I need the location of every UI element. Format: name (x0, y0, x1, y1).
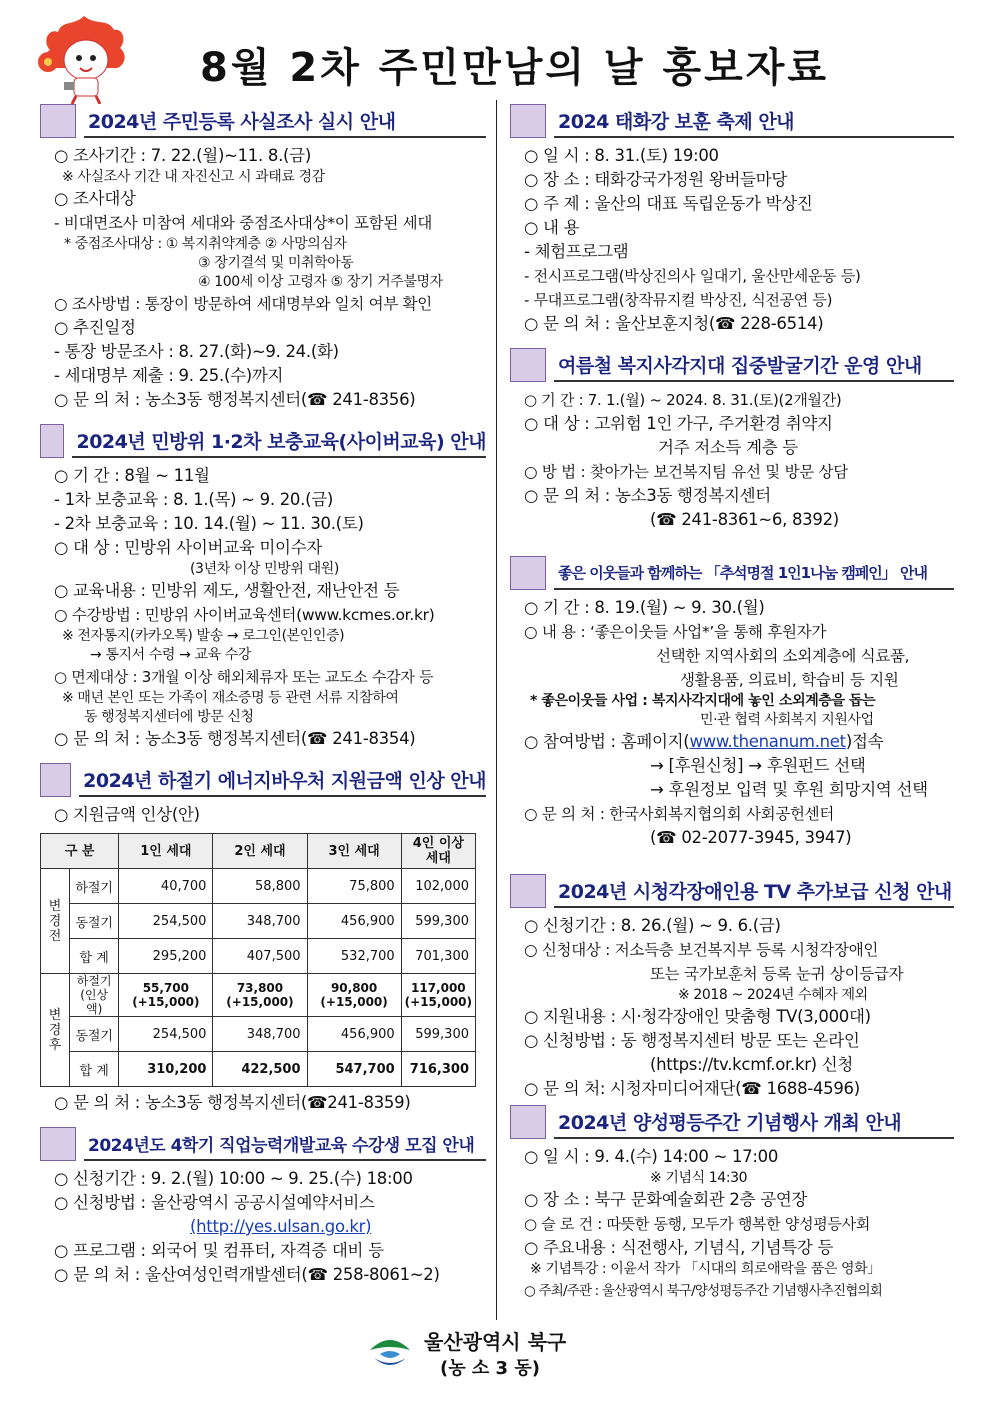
table-cell: 90,800 (+15,000) (307, 974, 401, 1017)
text-line: ○ 기 간 : 7. 1.(월) ~ 2024. 8. 31.(토)(2개월간) (524, 391, 842, 409)
row-label: 하절기 (70, 869, 119, 904)
table-cell: 701,300 (401, 939, 475, 974)
section-title: 2024년 주민등록 사실조사 실시 안내 (84, 104, 486, 138)
table-cell: 75,800 (307, 869, 401, 904)
column-divider (496, 100, 497, 1320)
text-line: ○ 문 의 처 : 농소3동 행정복지센터(☎ 241-8356) (54, 390, 416, 409)
section-marker (510, 874, 546, 908)
table-cell: 422,500 (213, 1052, 307, 1087)
text-line: ○ 문 의 처 : 농소3동 행정복지센터 (524, 486, 771, 505)
section-marker (40, 763, 71, 797)
table-cell: 310,200 (119, 1052, 213, 1087)
table-cell: 55,700 (+15,000) (119, 974, 213, 1017)
website-link[interactable]: www.thenanum.net (689, 732, 846, 751)
table-cell: 295,200 (119, 939, 213, 974)
ulsan-bukgu-logo-icon (366, 1328, 414, 1376)
text-line: → 후원정보 입력 및 후원 희망지역 선택 (650, 780, 928, 799)
section-marker (510, 556, 546, 590)
text-line: ○ 면제대상 : 3개월 이상 해외체류자 또는 교도소 수감자 등 (54, 668, 434, 686)
text-line: ○ 신청기간 : 8. 26.(월) ~ 9. 6.(금) (524, 916, 781, 935)
table-header: 1인 세대 (119, 834, 213, 869)
table-cell: 599,300 (401, 904, 475, 939)
table-header: 3인 세대 (307, 834, 401, 869)
text-line: ○ 문 의 처 : 울산보훈지청(☎ 228-6514) (524, 314, 824, 333)
table-row (41, 1052, 476, 1087)
text-line: → 통지서 수령 → 교육 수강 (90, 647, 252, 663)
table-row (41, 939, 476, 974)
table-cell: 40,700 (119, 869, 213, 904)
section-header (510, 874, 954, 908)
table-row (41, 904, 476, 939)
text-line: - 1차 보충교육 : 8. 1.(목) ~ 9. 20.(금) (54, 490, 333, 509)
text-line: ③ 장기결석 및 미취학아동 (198, 255, 354, 271)
text-line: (☎ 02-2077-3945, 3947) (650, 828, 852, 847)
text-line: ④ 100세 이상 고령자 ⑤ 장기 거주불명자 (198, 274, 443, 290)
text-line: 또는 국가보훈처 등록 눈귀 상이등급자 (650, 965, 904, 983)
text-line: ○ 조사방법 : 통장이 방문하여 세대명부와 일치 여부 확인 (54, 295, 432, 313)
text-line: ○ 문 의 처 : 농소3동 행정복지센터(☎ 241-8354) (54, 729, 416, 748)
section-title: 2024년 하절기 에너지바우처 지원금액 인상 안내 (79, 763, 486, 797)
row-label: 합 계 (70, 939, 119, 974)
text-line: ○ 장 소 : 북구 문화예술회관 2층 공연장 (524, 1190, 808, 1209)
table-cell: 254,500 (119, 1017, 213, 1052)
text-line: - 비대면조사 미참여 세대와 중점조사대상*이 포함된 세대 (54, 214, 432, 232)
table-cell: 102,000 (401, 869, 475, 904)
text-line: * 중점조사대상 : ① 복지취약계층 ② 사망의심자 (64, 236, 347, 252)
row-group-label: 변경전 (41, 869, 70, 974)
text-line: ※ 전자통지(카카오톡) 발송 → 로그인(본인인증) (62, 628, 345, 644)
text-line: ○ 지원금액 인상(안) (54, 805, 200, 824)
text-line: ○ 기 간 : 8월 ~ 11월 (54, 466, 210, 485)
row-label: 동절기 (70, 1017, 119, 1052)
text-line: * 좋은이웃들 사업 : 복지사각지대에 놓인 소외계층을 돕는 (530, 693, 876, 709)
text-line: ○ 신청기간 : 9. 2.(월) 10:00 ~ 9. 25.(수) 18:00 (54, 1169, 413, 1188)
section-header (40, 1127, 486, 1161)
table-cell: 407,500 (213, 939, 307, 974)
table-cell: 348,700 (213, 1017, 307, 1052)
text-line: 동 행정복지센터에 방문 신청 (84, 709, 254, 725)
text-line: ※ 2018 ~ 2024년 수혜자 제외 (678, 987, 868, 1003)
section-header (40, 424, 486, 458)
text-line: ○ 추진일정 (54, 318, 136, 337)
row-group-label: 변경후 (41, 974, 70, 1087)
text-line: - 통장 방문조사 : 8. 27.(화)~9. 24.(화) (54, 342, 339, 361)
section-marker (510, 1105, 546, 1139)
section-marker (510, 104, 546, 138)
row-label: 동절기 (70, 904, 119, 939)
text-line: → [후원신청] → 후원펀드 선택 (650, 756, 866, 775)
text-line: ○ 주 제 : 울산의 대표 독립운동가 박상진 (524, 194, 813, 213)
section-header (40, 763, 486, 797)
text-line: 생활용품, 의료비, 학습비 등 지원 (680, 671, 899, 689)
text-line: 선택한 지역사회의 소외계층에 식료품, (656, 647, 910, 665)
text-line: - 체험프로그램 (524, 242, 629, 261)
text-line: - 전시프로그램(박상진의사 일대기, 울산만세운동 등) (524, 267, 861, 285)
text-line: 민·관 협력 사회복지 지원사업 (700, 712, 874, 728)
table-row (41, 869, 476, 904)
section-title: 2024년 민방위 1·2차 보충교육(사이버교육) 안내 (72, 424, 486, 458)
text-line: ○ 신청대상 : 저소득층 보건복지부 등록 시청각장애인 (524, 941, 879, 959)
text-line: - 무대프로그램(창작뮤지컬 박상진, 식전공연 등) (524, 291, 833, 309)
footer (360, 1324, 620, 1384)
text-line: ○ 문 의 처: 시청자미디어재단(☎ 1688-4596) (524, 1079, 860, 1098)
table-row (41, 1017, 476, 1052)
right-column (510, 100, 954, 1303)
text-line: ○ 주최/주관 : 울산광역시 북구/양성평등주간 기념행사추진협의회 (524, 1283, 882, 1299)
row-label: 하절기 (인상액) (70, 974, 119, 1017)
text-line: ○ 문 의 처 : 울산여성인력개발센터(☎ 258-8061~2) (54, 1265, 440, 1284)
section-title: 여름철 복지사각지대 집중발굴기간 운영 안내 (554, 348, 954, 382)
table-cell: 58,800 (213, 869, 307, 904)
text-line: - 2차 보충교육 : 10. 14.(월) ~ 11. 30.(토) (54, 514, 364, 533)
text-line: ○ 대 상 : 민방위 사이버교육 미이수자 (54, 538, 322, 557)
table-cell: 456,900 (307, 904, 401, 939)
text-line: (3년차 이상 민방위 대원) (190, 561, 339, 577)
text-line: ○ 문 의 처 : 농소3동 행정복지센터(☎241-8359) (54, 1093, 411, 1112)
page-title: 8월 2차 주민만남의 날 홍보자료 (200, 45, 830, 91)
footer-dong: (농 소 3 동) (440, 1358, 540, 1379)
table-cell: 547,700 (307, 1052, 401, 1087)
section-header (510, 556, 954, 590)
text-line: ※ 기념특강 : 이윤서 작가 「시대의 희로애락을 품은 영화」 (530, 1261, 881, 1277)
text-line: - 세대명부 제출 : 9. 25.(수)까지 (54, 366, 284, 385)
text-line: ○ 프로그램 : 외국어 및 컴퓨터, 자격증 대비 등 (54, 1241, 384, 1260)
table-cell: 254,500 (119, 904, 213, 939)
table-header: 4인 이상 세대 (401, 834, 475, 869)
text-line: ○ 내 용 : ‘좋은이웃들 사업*’을 통해 후원자가 (524, 623, 827, 641)
mascot-icon (34, 12, 134, 104)
table-cell: 532,700 (307, 939, 401, 974)
section-header (40, 104, 486, 138)
text-line: ○ 주요내용 : 식전행사, 기념식, 기념특강 등 (524, 1238, 834, 1257)
section-title: 2024년 양성평등주간 기념행사 개최 안내 (554, 1105, 954, 1139)
section-marker (40, 424, 64, 458)
section-title: 2024 태화강 보훈 축제 안내 (554, 104, 954, 138)
text-line: ○ 신청방법 : 동 행정복지센터 방문 또는 온라인 (524, 1031, 860, 1050)
website-link[interactable]: (http://yes.ulsan.go.kr) (190, 1217, 372, 1236)
text-line: ○ 수강방법 : 민방위 사이버교육센터(www.kcmes.or.kr) (54, 606, 435, 624)
text-line: ※ 사실조사 기간 내 자진신고 시 과태료 경감 (62, 169, 325, 185)
text-line: ○ 대 상 : 고위험 1인 가구, 주거환경 취약지 (524, 414, 833, 433)
section-marker (510, 348, 546, 382)
text-line: ○ 내 용 (524, 218, 580, 237)
text-line: ○ 기 간 : 8. 19.(월) ~ 9. 30.(월) (524, 598, 765, 617)
section-header (510, 104, 954, 138)
table-cell: 117,000 (+15,000) (401, 974, 475, 1017)
table-header: 구 분 (41, 834, 119, 869)
text-line: (https://tv.kcmf.or.kr) 신청 (650, 1055, 854, 1074)
footer-org: 울산광역시 북구 (424, 1330, 567, 1354)
text-line: ○ 문 의 처 : 한국사회복지협의회 사회공헌센터 (524, 805, 835, 823)
left-column (40, 100, 486, 1287)
section-title: 2024년 시청각장애인용 TV 추가보급 신청 안내 (554, 874, 954, 908)
voucher-table (40, 833, 476, 1087)
text-line: (☎ 241-8361~6, 8392) (650, 510, 839, 529)
table-cell: 73,800 (+15,000) (213, 974, 307, 1017)
row-label: 합 계 (70, 1052, 119, 1087)
text-line: ○ 지원내용 : 시·청각장애인 맞춤형 TV(3,000대) (524, 1007, 871, 1026)
text-line: ○ 일 시 : 9. 4.(수) 14:00 ~ 17:00 (524, 1147, 779, 1166)
text-line: ○ 슬 로 건 : 따뜻한 동행, 모두가 행복한 양성평등사회 (524, 1215, 871, 1233)
section-header (510, 1105, 954, 1139)
text-line: ○ 교육내용 : 민방위 제도, 생활안전, 재난안전 등 (54, 581, 400, 600)
text-line: ○ 장 소 : 태화강국가정원 왕버들마당 (524, 170, 788, 189)
section-title: 2024년도 4학기 직업능력개발교육 수강생 모집 안내 (84, 1127, 486, 1161)
text-line: ○ 조사기간 : 7. 22.(월)~11. 8.(금) (54, 146, 311, 165)
participation-line: ○ 참여방법 : 홈페이지(www.thenanum.net)접속 (524, 732, 884, 751)
table-cell: 599,300 (401, 1017, 475, 1052)
section-header (510, 348, 954, 382)
text-line: 거주 저소득 계층 등 (658, 438, 798, 457)
section-title: 좋은 이웃들과 함께하는 「추석명절 1인1나눔 캠페인」 안내 (554, 556, 954, 590)
text-line: ○ 방 법 : 찾아가는 보건복지팀 유선 및 방문 상담 (524, 463, 848, 481)
table-header: 2인 세대 (213, 834, 307, 869)
table-cell: 348,700 (213, 904, 307, 939)
table-cell: 456,900 (307, 1017, 401, 1052)
table-cell: 716,300 (401, 1052, 475, 1087)
section-marker (40, 104, 76, 138)
text-line: ○ 일 시 : 8. 31.(토) 19:00 (524, 146, 719, 165)
text-line: ○ 신청방법 : 울산광역시 공공시설예약서비스 (54, 1193, 375, 1212)
table-row (41, 974, 476, 1017)
text-line: ※ 기념식 14:30 (650, 1170, 748, 1186)
section-marker (40, 1127, 76, 1161)
text-line: ○ 조사대상 (54, 189, 136, 208)
text-line: ※ 매년 본인 또는 가족이 재소증명 등 관련 서류 지참하여 (62, 690, 399, 706)
